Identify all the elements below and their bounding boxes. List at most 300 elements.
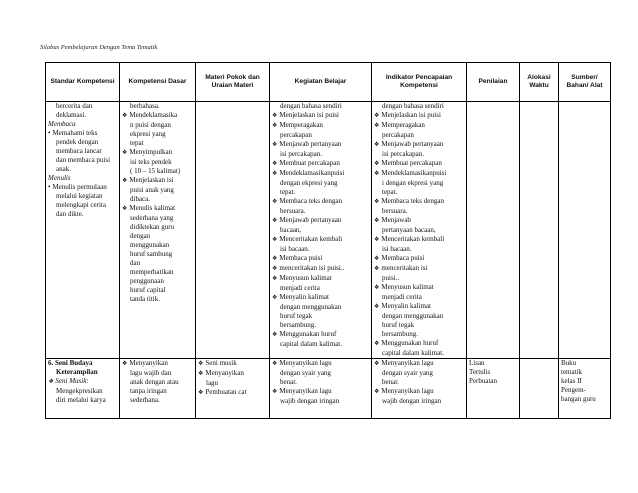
cell-text: dengan bahasa sendiri <box>382 102 444 110</box>
diamond-bullet-icon: ❖ <box>272 237 278 243</box>
cell-line <box>122 286 193 295</box>
diamond-bullet-icon: ❖ <box>374 237 380 243</box>
cell-line <box>374 121 464 131</box>
cell-line <box>48 174 117 183</box>
cell-text: sederhana yang <box>130 214 174 222</box>
cell-text: Keterampilan <box>56 368 98 376</box>
cell-line <box>272 216 369 226</box>
cell-line <box>198 388 267 398</box>
cell-text: Tertulis <box>469 368 491 376</box>
cell-line <box>374 369 464 378</box>
bullet-dot-icon: • <box>48 129 51 137</box>
diamond-bullet-icon: ❖ <box>272 199 278 205</box>
cell-line <box>374 378 464 387</box>
cell-line <box>374 359 464 369</box>
cell-line <box>48 165 117 174</box>
cell-penilaian <box>467 359 520 419</box>
diamond-bullet-icon: ❖ <box>272 266 278 272</box>
cell-line <box>272 378 369 387</box>
cell-text: Menyanyikan <box>129 359 168 367</box>
diamond-bullet-icon: ❖ <box>374 199 380 205</box>
cell-line <box>272 274 369 284</box>
cell-text: kelas II <box>561 377 582 385</box>
cell-line <box>122 111 193 121</box>
diamond-bullet-icon: ❖ <box>122 361 128 367</box>
diamond-bullet-icon: ❖ <box>272 256 278 262</box>
cell-text: bersambung. <box>280 321 316 329</box>
cell-text: huruf tegak <box>382 321 415 329</box>
cell-text: Menyanyikan lagu <box>381 359 434 367</box>
cell-line <box>272 235 369 245</box>
cell-line <box>122 250 193 259</box>
cell-text: dengan menggunakan <box>382 312 444 320</box>
diamond-bullet-icon: ❖ <box>272 361 278 367</box>
cell-text: menjadi cerita <box>280 284 320 292</box>
cell-text: Membuat percakapan <box>279 159 340 167</box>
cell-line <box>122 295 193 304</box>
cell-text: Menyanyikan lagu <box>279 387 332 395</box>
col-header-kegiatan-belajar: Kegiatan Belajar <box>270 63 372 102</box>
cell-line <box>272 226 369 235</box>
cell-text: Membuat percakapan <box>381 159 442 167</box>
cell-line <box>272 254 369 264</box>
cell-line <box>374 254 464 264</box>
diamond-bullet-icon: ❖ <box>374 161 380 167</box>
cell-line <box>374 226 464 235</box>
cell-text: bersambung. <box>382 330 418 338</box>
cell-line <box>374 159 464 169</box>
cell-text: isi teks pendek <box>130 158 172 166</box>
cell-text: dibaca. <box>130 195 151 203</box>
cell-line <box>122 176 193 186</box>
cell-line <box>374 140 464 150</box>
cell-line <box>374 169 464 179</box>
cell-text: huruf tegak <box>280 312 313 320</box>
cell-line <box>48 120 117 129</box>
cell-penilaian <box>467 102 520 359</box>
diamond-bullet-icon: ❖ <box>122 150 128 156</box>
cell-text: Membaca teks dengan <box>279 197 342 205</box>
col-header-alokasi-waktu: Alokasi Waktu <box>520 63 559 102</box>
cell-line <box>374 235 464 245</box>
cell-text: pertanyaan bacaan, <box>382 226 436 234</box>
cell-line <box>122 204 193 214</box>
cell-line <box>561 368 608 377</box>
cell-text: dengan syair yang <box>280 369 331 377</box>
cell-line <box>272 293 369 303</box>
cell-text: Membaca puisi <box>381 254 425 262</box>
cell-text: berbahasa. <box>130 102 160 110</box>
cell-text: Menjelaskan isi puisi <box>381 111 441 119</box>
cell-line <box>48 111 117 120</box>
cell-line <box>374 188 464 197</box>
cell-text: tepat <box>130 139 144 147</box>
diamond-bullet-icon: ❖ <box>374 123 380 129</box>
cell-line <box>122 158 193 167</box>
cell-text: melalui kegiatan <box>56 192 103 200</box>
cell-line <box>561 395 608 404</box>
diamond-bullet-icon: ❖ <box>272 171 278 177</box>
diamond-bullet-icon: ❖ <box>272 276 278 282</box>
cell-line <box>122 102 193 111</box>
cell-line <box>122 139 193 148</box>
cell-text: Memperagakan <box>279 121 323 129</box>
cell-text: Menyanyikan <box>205 369 244 377</box>
cell-line <box>122 378 193 387</box>
cell-text: Menulis permulaan <box>52 183 107 191</box>
cell-line <box>374 197 464 207</box>
table-row <box>46 102 611 359</box>
cell-line <box>374 321 464 330</box>
cell-text: Memperagakan <box>381 121 425 129</box>
cell-text: Menceritakan kembali <box>381 235 445 243</box>
cell-text: Menyanyikan lagu <box>381 387 434 395</box>
cell-text: tematik <box>561 368 582 376</box>
cell-line <box>48 377 117 387</box>
diamond-bullet-icon: ❖ <box>272 218 278 224</box>
cell-line <box>374 302 464 312</box>
diamond-bullet-icon: ❖ <box>122 206 128 212</box>
cell-text: Menjelaskan isi puisi <box>279 111 339 119</box>
header-row <box>46 63 611 102</box>
cell-text: Menulis <box>48 174 71 182</box>
cell-line <box>272 131 369 140</box>
diamond-bullet-icon: ❖ <box>374 304 380 310</box>
cell-kegiatan-belajar <box>270 102 372 359</box>
diamond-bullet-icon: ❖ <box>272 113 278 119</box>
cell-text: puisi anak yang <box>130 186 174 194</box>
cell-line <box>122 259 193 268</box>
cell-text: Membaca <box>48 120 76 128</box>
cell-line <box>272 303 369 312</box>
cell-text: Perbuatan <box>469 377 497 385</box>
cell-line <box>272 207 369 216</box>
cell-line <box>198 379 267 388</box>
cell-sumber <box>559 102 611 359</box>
cell-line <box>48 102 117 111</box>
cell-text: Membaca puisi <box>279 254 323 262</box>
cell-text: Menyalin kalimat <box>381 302 431 310</box>
cell-text: isi percakapan. <box>280 150 322 158</box>
cell-text: tepat. <box>382 188 398 196</box>
cell-line <box>272 245 369 254</box>
cell-text: Pembuatan cat <box>205 388 247 396</box>
cell-text: Menyusun kalimat <box>279 274 332 282</box>
cell-line <box>272 340 369 349</box>
cell-text: huruf capital <box>130 286 166 294</box>
cell-line <box>374 312 464 321</box>
cell-line <box>122 223 193 232</box>
diamond-bullet-icon: ❖ <box>272 123 278 129</box>
col-header-sumber: Sumber/ Bahan/ Alat <box>559 63 611 102</box>
cell-text: tanda titik. <box>130 295 160 303</box>
cell-text: bersuara. <box>280 207 306 215</box>
cell-line <box>272 179 369 188</box>
cell-line <box>374 330 464 339</box>
cell-line <box>122 214 193 223</box>
cell-line <box>48 129 117 138</box>
cell-text: Memahami teks <box>52 129 98 137</box>
cell-line <box>122 121 193 130</box>
cell-kompetensi-dasar <box>120 359 196 419</box>
cell-line <box>122 195 193 204</box>
cell-text: Menyusun kalimat <box>381 283 434 291</box>
diamond-bullet-icon: ❖ <box>272 142 278 148</box>
cell-line <box>122 167 193 176</box>
cell-text: ( 10 – 15 kalimat) <box>130 167 181 175</box>
cell-line <box>374 274 464 283</box>
cell-text: Menulis kalimat <box>129 204 176 212</box>
cell-text: dengan bahasa sendiri <box>280 102 342 110</box>
cell-line <box>122 130 193 139</box>
cell-text: Pengem- <box>561 386 586 394</box>
cell-line <box>48 138 117 147</box>
cell-text: melengkapi cerita <box>56 201 106 209</box>
cell-line <box>374 216 464 226</box>
diamond-bullet-icon: ❖ <box>374 256 380 262</box>
cell-alokasi-waktu <box>520 102 559 359</box>
cell-line <box>122 241 193 250</box>
cell-text: isi bacaan. <box>382 245 412 253</box>
cell-line <box>469 377 517 386</box>
cell-line <box>469 359 517 368</box>
diamond-bullet-icon: ❖ <box>374 389 380 395</box>
cell-indikator <box>372 359 467 419</box>
table-row <box>46 359 611 419</box>
cell-text: wajib dengan iringan <box>280 397 340 405</box>
cell-text: Menjawab pertanyaan <box>381 140 444 148</box>
diamond-bullet-icon: ❖ <box>374 218 380 224</box>
cell-text: didiktekan guru <box>130 223 175 231</box>
cell-line <box>48 192 117 201</box>
cell-standar-kompetensi <box>46 359 120 419</box>
cell-line <box>48 387 117 396</box>
cell-text: benar. <box>280 378 297 386</box>
cell-line <box>48 183 117 192</box>
cell-text: capital dalam kalimat. <box>280 340 343 348</box>
cell-text: dan membaca puisi <box>56 156 111 164</box>
diamond-bullet-icon: ❖ <box>374 266 380 272</box>
cell-text: ekpresi yang <box>130 130 166 138</box>
cell-line <box>374 283 464 293</box>
cell-text: percakapan <box>382 131 414 139</box>
cell-line <box>561 377 608 386</box>
cell-text: Menyimpulkan <box>129 148 173 156</box>
cell-text: Mendeklamasikanpuisi <box>279 169 345 177</box>
cell-text: diri melalui karya <box>56 396 106 404</box>
cell-kompetensi-dasar <box>120 102 196 359</box>
cell-text: dengan <box>130 232 151 240</box>
cell-text: menggunakan <box>130 241 170 249</box>
cell-line <box>48 359 117 368</box>
diamond-bullet-icon: ❖ <box>374 285 380 291</box>
cell-line <box>48 156 117 165</box>
cell-line <box>198 359 267 369</box>
cell-line <box>272 312 369 321</box>
cell-text: bacaan, <box>280 226 302 234</box>
cell-text: bercerita dan <box>56 102 93 110</box>
cell-line <box>272 397 369 406</box>
cell-text: membaca lancar <box>56 147 102 155</box>
cell-text: memperhatikan <box>130 268 174 276</box>
cell-text: isi percakapan. <box>382 150 424 158</box>
cell-line <box>48 201 117 210</box>
cell-text: Buku <box>561 359 577 367</box>
cell-line <box>374 245 464 254</box>
cell-text: dengan menggunakan <box>280 303 342 311</box>
cell-line <box>374 264 464 274</box>
diamond-bullet-icon: ❖ <box>374 341 380 347</box>
cell-line <box>374 293 464 302</box>
cell-text: dengan syair yang <box>382 369 433 377</box>
cell-line <box>122 396 193 405</box>
diamond-bullet-icon: ❖ <box>272 295 278 301</box>
cell-line <box>272 359 369 369</box>
diamond-bullet-icon: ❖ <box>374 113 380 119</box>
cell-line <box>122 369 193 378</box>
cell-line <box>122 359 193 369</box>
cell-text: capital dalam kalimat. <box>382 349 445 357</box>
cell-text: Menggunakan huruf <box>381 339 439 347</box>
cell-alokasi-waktu <box>520 359 559 419</box>
diamond-bullet-icon: ❖ <box>198 390 204 396</box>
diamond-bullet-icon: ❖ <box>122 178 128 184</box>
diamond-bullet-icon: ❖ <box>272 389 278 395</box>
cell-text: dan dikte. <box>56 210 84 218</box>
cell-line <box>48 368 117 377</box>
cell-line <box>272 387 369 397</box>
col-header-indikator: Indikator Pencapaian Kompetensi <box>372 63 467 102</box>
cell-text: anak. <box>56 165 71 173</box>
diamond-bullet-icon: ❖ <box>272 332 278 338</box>
cell-sumber <box>559 359 611 419</box>
cell-line <box>122 277 193 286</box>
cell-text: Seni Musik: <box>55 377 89 385</box>
cell-text: sederhana. <box>130 396 160 404</box>
cell-text: dan <box>130 259 141 267</box>
cell-standar-kompetensi <box>46 102 120 359</box>
cell-text: Menyanyikan lagu <box>279 359 332 367</box>
cell-line <box>374 111 464 121</box>
cell-line <box>272 330 369 340</box>
cell-text: tanpa iringan <box>130 387 167 395</box>
col-header-kompetensi-dasar: Kompetensi Dasar <box>120 63 196 102</box>
diamond-bullet-icon: ❖ <box>48 379 54 385</box>
cell-line <box>198 369 267 379</box>
cell-materi-pokok <box>196 102 270 359</box>
cell-text: Menjelaskan isi <box>129 176 174 184</box>
bullet-dot-icon: • <box>48 183 51 191</box>
cell-line <box>374 131 464 140</box>
cell-text: Membaca teks dengan <box>381 197 444 205</box>
diamond-bullet-icon: ❖ <box>374 142 380 148</box>
cell-line <box>469 368 517 377</box>
cell-line <box>374 397 464 406</box>
cell-line <box>48 396 117 405</box>
cell-text: deklamasi. <box>56 111 87 119</box>
cell-line <box>374 179 464 188</box>
cell-line <box>272 150 369 159</box>
cell-line <box>272 169 369 179</box>
cell-line <box>272 140 369 150</box>
cell-line <box>272 321 369 330</box>
cell-line <box>374 207 464 216</box>
cell-text: tepat. <box>280 188 296 196</box>
cell-text: Seni musik <box>205 359 237 367</box>
cell-line <box>48 210 117 219</box>
cell-line <box>272 188 369 197</box>
cell-text: bersuara. <box>382 207 408 215</box>
cell-text: lagu wajib dan <box>130 369 172 377</box>
cell-text: n puisi dengan <box>130 121 171 129</box>
cell-text: Lisan <box>469 359 485 367</box>
cell-text: bangan guru <box>561 395 596 403</box>
cell-text: wajib dengan iringan <box>382 397 442 405</box>
cell-text: Menyalin kalimat <box>279 293 329 301</box>
cell-line <box>374 102 464 111</box>
cell-line <box>122 148 193 158</box>
cell-text: menceritakan isi puisi.. <box>279 264 345 272</box>
cell-text: benar. <box>382 378 399 386</box>
diamond-bullet-icon: ❖ <box>374 361 380 367</box>
cell-text: huruf sambung <box>130 250 173 258</box>
cell-text: pendek dengan <box>56 138 99 146</box>
cell-line <box>48 147 117 156</box>
page-header: Silabus Pembelajaran Dengan Tema Tematik <box>40 44 158 51</box>
cell-text: puisi.. <box>382 274 400 282</box>
syllabus-table <box>45 62 611 419</box>
cell-text: Menjawab <box>381 216 411 224</box>
cell-text: i dengan ekpresi yang <box>382 179 444 187</box>
cell-line <box>374 150 464 159</box>
cell-text: Menjawab pertanyaan <box>279 216 342 224</box>
cell-text: Menjawab pertanyaan <box>279 140 342 148</box>
cell-text: isi bacaan. <box>280 245 310 253</box>
cell-line <box>272 197 369 207</box>
cell-text: Mendeklamasikanpuisi <box>381 169 447 177</box>
cell-text: penggunaan <box>130 277 164 285</box>
cell-line <box>272 111 369 121</box>
cell-text: menjadi cerita <box>382 293 422 301</box>
col-header-materi-pokok: Materi Pokok dan Uraian Materi <box>196 63 270 102</box>
cell-line <box>122 387 193 396</box>
cell-line <box>272 121 369 131</box>
cell-line <box>122 232 193 241</box>
cell-kegiatan-belajar <box>270 359 372 419</box>
cell-text: Menggunakan huruf <box>279 330 337 338</box>
cell-text: Mengekpresikan <box>56 387 103 395</box>
diamond-bullet-icon: ❖ <box>374 171 380 177</box>
col-header-penilaian: Penilaian <box>467 63 520 102</box>
cell-text: lagu <box>206 379 219 387</box>
cell-line <box>272 102 369 111</box>
cell-line <box>272 159 369 169</box>
cell-text: Mendeklamasika <box>129 111 178 119</box>
cell-materi-pokok <box>196 359 270 419</box>
cell-line <box>561 386 608 395</box>
diamond-bullet-icon: ❖ <box>198 371 204 377</box>
cell-line <box>272 284 369 293</box>
cell-line <box>122 268 193 277</box>
cell-line <box>272 369 369 378</box>
cell-line <box>561 359 608 368</box>
cell-indikator <box>372 102 467 359</box>
cell-line <box>374 339 464 349</box>
diamond-bullet-icon: ❖ <box>272 161 278 167</box>
diamond-bullet-icon: ❖ <box>198 361 204 367</box>
cell-text: anak dengan atau <box>130 378 179 386</box>
cell-text: 6. Seni Budaya <box>48 359 93 367</box>
